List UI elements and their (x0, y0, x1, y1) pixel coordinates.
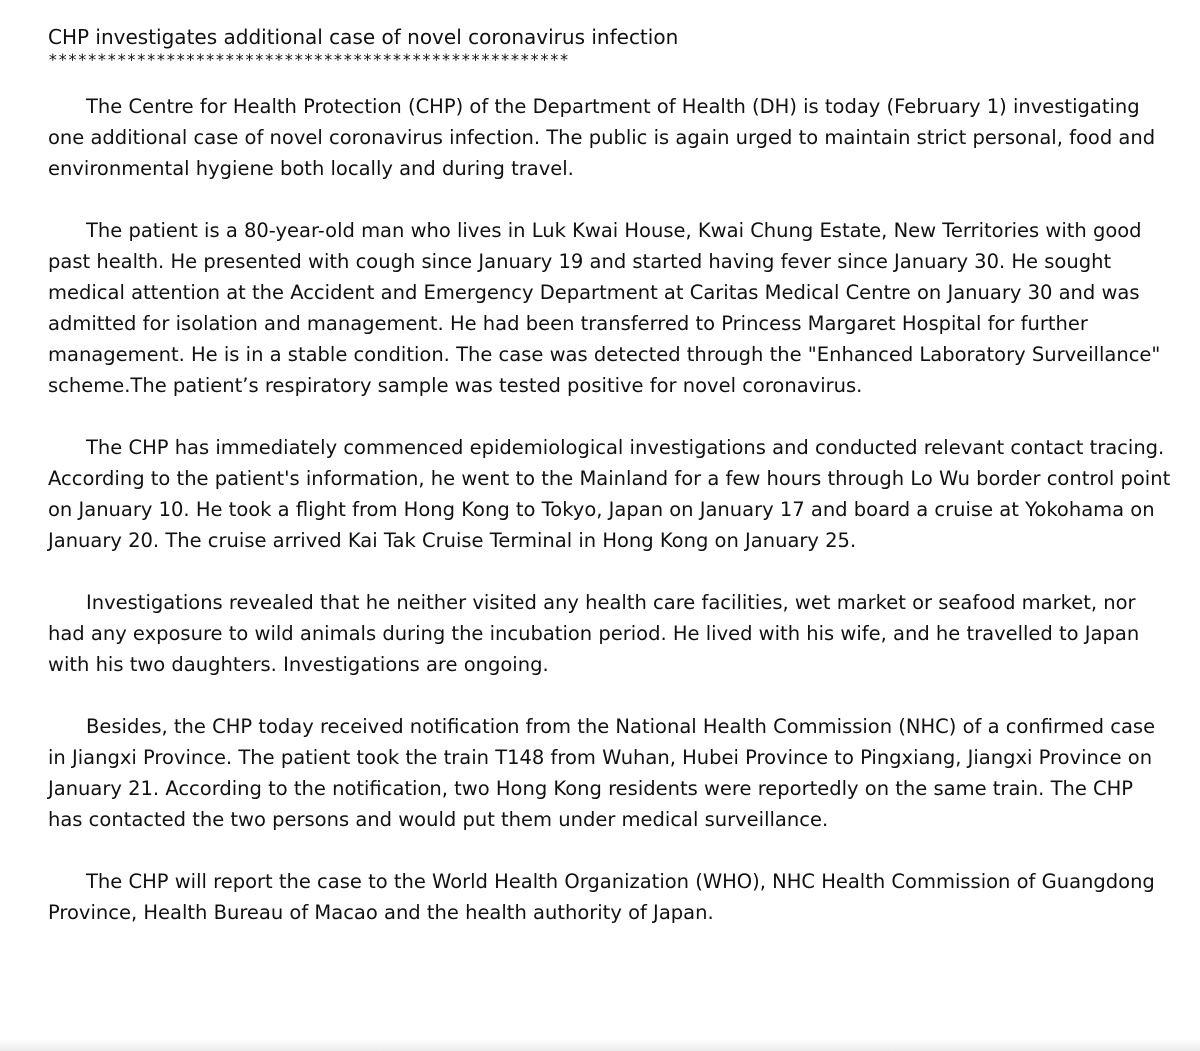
press-release (48, 22, 1173, 959)
bottom-edge-shadow (0, 1039, 1200, 1051)
paragraph-patient: The patient is a 80-year-old man who lives in Luk Kwai House, Kwai Chung Estate, New Territories with good past health. He presented with cough since January 19 and started having fever since January 30. He sought medical attention at the Accident and Emergency Department at Caritas Medical Centre on January 30 and was admitted for isolation and management. He had been transferred to Princess Margaret Hospital for further management. He is in a stable condition. The case was detected through the "Enhanced Laboratory Surveillance" scheme.The patient’s respiratory sample was tested positive for novel coronavirus. (48, 219, 1161, 397)
paragraph-exposure: Investigations revealed that he neither visited any health care facilities, wet market or seafood market, nor had any exposure to wild animals during the incubation period. He lived with his wife, and he travelled to Japan with his two daughters. Investigations are ongoing. (48, 591, 1140, 676)
paragraph-reporting: The CHP will report the case to the World Health Organization (WHO), NHC Health Commission of Guangdong Province, Health Bureau of Macao and the health authority of Japan. (48, 870, 1155, 924)
paragraph-nhc-notification: Besides, the CHP today received notification from the National Health Commission (NHC) of a confirmed case in Jiangxi Province. The patient took the train T148 from Wuhan, Hubei Province to Pingxiang, Jiangxi Province on January 21. According to the notification, two Hong Kong residents were reportedly on the same train. The CHP has contacted the two persons and would put them under medical surveillance. (48, 715, 1156, 831)
paragraph-intro: The Centre for Health Protection (CHP) of the Department of Health (DH) is today (February 1) investigating one additional case of novel coronavirus infection. The public is again urged to maintain strict personal, food and environmental hygiene both locally and during travel. (48, 95, 1156, 180)
title-separator: ***************************************************** (48, 50, 570, 69)
paragraph-investigation: The CHP has immediately commenced epidemiological investigations and conducted relevant contact tracing. According to the patient's information, he went to the Mainland for a few hours through Lo Wu border control point on January 10. He took a flight from Hong Kong to Tokyo, Japan on January 17 and board a cruise at Yokohama on January 20. The cruise arrived Kai Tak Cruise Terminal in Hong Kong on January 25. (48, 436, 1171, 552)
page-title: CHP investigates additional case of novel coronavirus infection (48, 25, 679, 49)
